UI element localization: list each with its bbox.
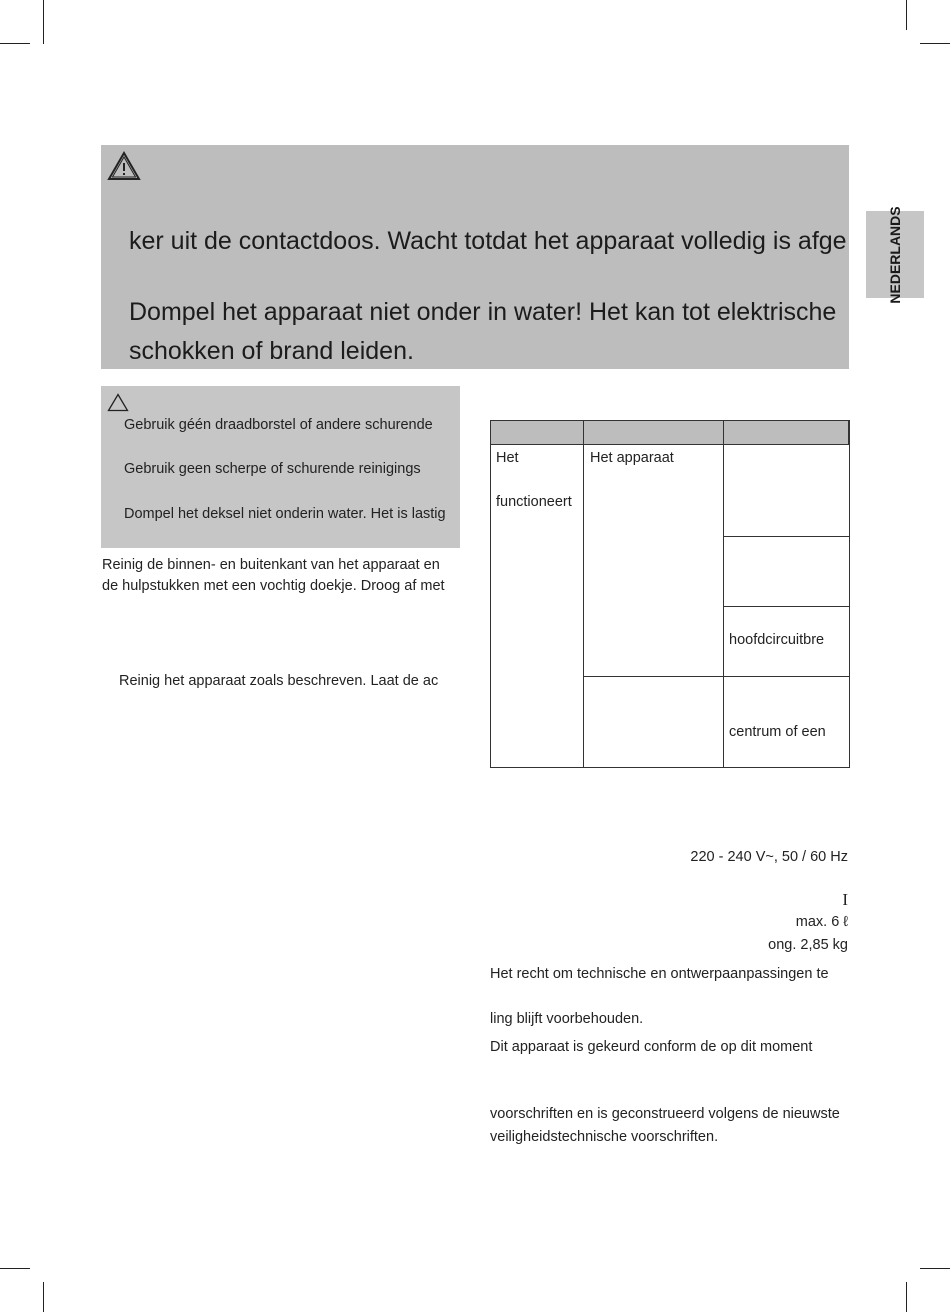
- spec-capacity: max. 6 ℓ: [795, 914, 848, 930]
- warning-line: Dompel het apparaat niet onder in water! Het kan tot elektrische: [129, 298, 837, 326]
- cleaning-line: de hulpstukken met een vochtig doekje. Droog af met: [102, 578, 445, 594]
- caution-line: Gebruik géén draadborstel of andere schurende: [124, 417, 433, 433]
- table-cell: Het apparaat: [590, 450, 674, 466]
- crop-mark: [43, 1282, 44, 1312]
- caution-box: [101, 386, 460, 548]
- crop-mark: [0, 43, 30, 44]
- crop-mark: [920, 43, 950, 44]
- crop-mark: [906, 1282, 907, 1312]
- crop-mark: [43, 0, 44, 44]
- warning-line: schokken of brand leiden.: [129, 337, 414, 365]
- caution-triangle-icon: [107, 393, 129, 412]
- warning-box: [101, 145, 849, 369]
- legal-line: ling blijft voorbehouden.: [490, 1011, 644, 1027]
- table-cell: centrum of een: [729, 724, 826, 740]
- table-cell: Het: [496, 450, 519, 466]
- caution-line: Gebruik geen scherpe of schurende reinigings: [124, 461, 421, 477]
- warning-line: ker uit de contactdoos. Wacht totdat het apparaat volledig is afge: [129, 227, 847, 255]
- table-cell: hoofdcircuitbre: [729, 632, 825, 648]
- spec-protection-class: I: [842, 890, 848, 909]
- caution-line: Dompel het deksel niet onderin water. Het is lastig: [124, 506, 446, 522]
- spec-voltage: 220 - 240 V~, 50 / 60 Hz: [690, 849, 848, 865]
- language-tab: [866, 205, 924, 304]
- cleaning-line: Reinig de binnen- en buitenkant van het apparaat en: [102, 557, 440, 573]
- spec-weight: ong. 2,85 kg: [768, 937, 848, 953]
- legal-line: Dit apparaat is gekeurd conform de op dit moment: [490, 1039, 813, 1055]
- legal-line: voorschriften en is geconstrueerd volgens de nieuwste: [490, 1106, 840, 1122]
- legal-line: veiligheidstechnische voorschriften.: [490, 1129, 719, 1145]
- crop-mark: [920, 1268, 950, 1269]
- table-cell: functioneert: [496, 494, 572, 510]
- table-header-row: [490, 420, 849, 445]
- language-tab-label: NEDERLANDS: [887, 205, 903, 304]
- warning-triangle-icon: [107, 151, 141, 181]
- crop-mark: [906, 0, 907, 30]
- crop-mark: [0, 1268, 30, 1269]
- legal-line: Het recht om technische en ontwerpaanpassingen te: [490, 966, 829, 982]
- cleaning-note: Reinig het apparaat zoals beschreven. Laat de ac: [119, 673, 439, 689]
